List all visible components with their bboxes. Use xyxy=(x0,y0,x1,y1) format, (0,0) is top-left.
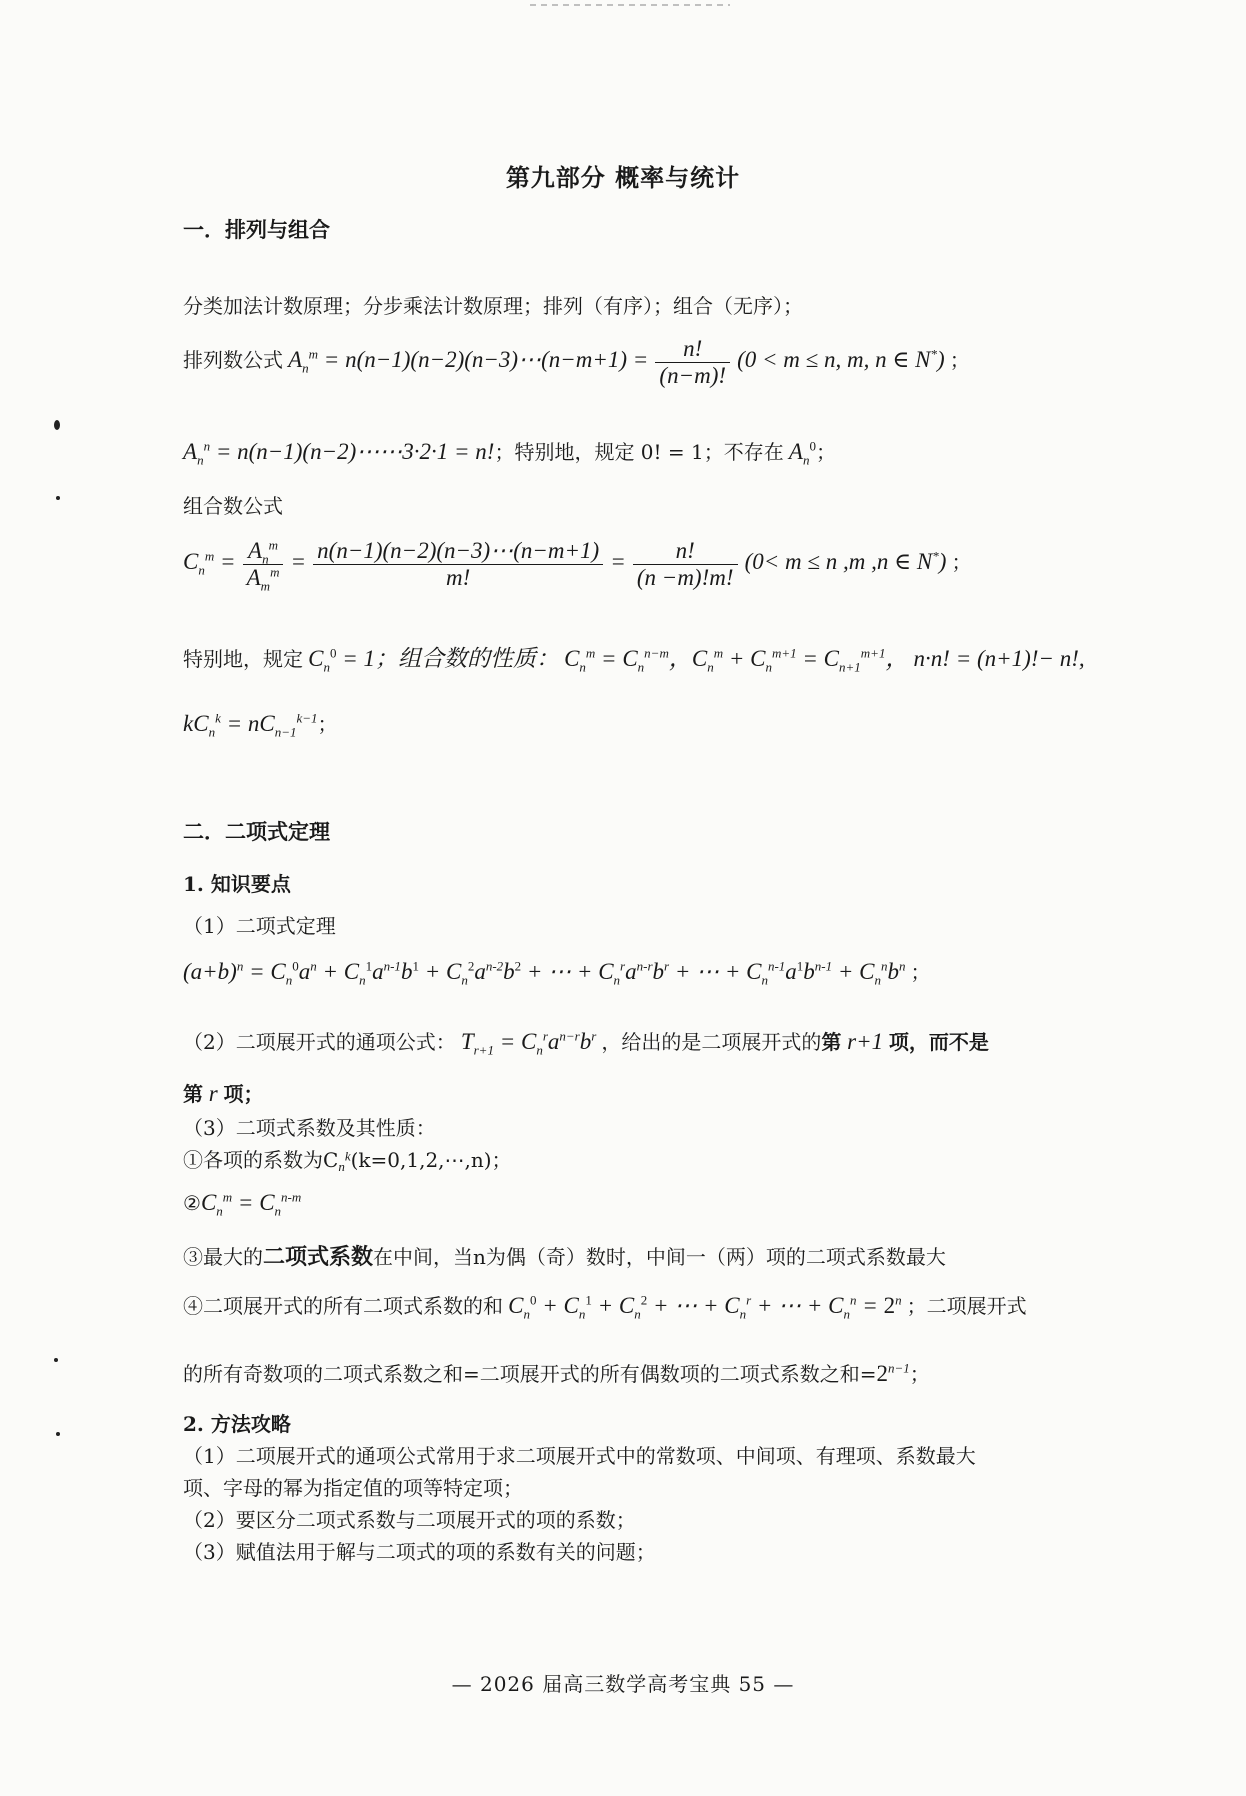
combination-fraction-3: $\frac{n!}{(n -m)!m!}$ xyxy=(633,538,738,591)
permutation-label: 排列数公式 xyxy=(183,348,283,372)
binomial-expansion: $(a+b)^n = C_n^0a^n + C_n^1a^{n-1}b^1 + C_n^2a^{n-2}b^2$ + ⋯ + $C_n^ra^{n-r}b^r$ + ⋯ + $C_n^{n-1}a^1b^{n-1} + C_n^nb^n$ ； xyxy=(183,958,931,988)
combination-properties-line: 特别地，规定 $C_n^0 = 1$；组合数的性质： $C_n^m = C_n^{n-m}$，$C_n^m + C_n^{m+1} = C_{n+1}^{m+1}$， n·n! = (n+1)!− n!, xyxy=(183,645,1085,675)
property-4-line-2: 的所有奇数项的二项式系数之和=二项展开式的所有偶数项的二项式系数之和$=2^{n-1}$； xyxy=(183,1360,930,1386)
item-binomial-theorem: （1）二项式定理 xyxy=(183,914,336,938)
scan-speck xyxy=(56,496,60,500)
permutation-formula: 排列数公式 $A_n^m$ = n(n−1)(n−2)(n−3)⋯(n−m+1) = $\frac{n!}{(n-m)!}$ (0 < m ≤ n, m, n ∈ N*) ； xyxy=(183,336,970,388)
combination-fraction-2: $\frac{n(n-1)(n-2)(n-3)\cdots(n-m+1)}{m!}$ xyxy=(313,538,603,591)
property-1: ①各项的系数为$C_n^k(k=0,1,2,\cdots,n)$； xyxy=(183,1148,512,1175)
general-term-line: （2）二项展开式的通项公式： $T_{r+1} = C_n^ra^{n-r}b^r$ ，给出的是二项展开式的第 r+1 项，而不是 xyxy=(183,1028,989,1058)
method-1-line-2: 项、字母的幂为指定值的项等特定项； xyxy=(183,1476,523,1500)
combination-identity-line: $kC_n^k = nC_{n-1}^{k-1}$； xyxy=(183,710,338,740)
general-term-line-2: 第 r 项； xyxy=(183,1081,264,1106)
section-heading-binomial: 二．二项式定理 xyxy=(183,819,330,844)
property-4: ④二项展开式的所有二项式系数的和 $C_n^0 + C_n^1 + C_n^2$ + ⋯ + $C_n^r$ + ⋯ + $C_n^n = 2^n$ ；二项展开式 xyxy=(183,1292,1027,1322)
section-heading-permutation: 一．排列与组合 xyxy=(183,217,330,242)
permutation-expression: $A_n^m$ = n(n−1)(n−2)(n−3)⋯(n−m+1) = xyxy=(288,346,649,376)
counting-principles-line: 分类加法计数原理；分步乘法计数原理；排列（有序）；组合（无序）； xyxy=(183,294,803,318)
page-title: 第九部分 概率与统计 xyxy=(505,163,741,192)
method-2: （2）要区分二项式系数与二项展开式的项的系数； xyxy=(183,1508,636,1532)
item-coefficient-properties: （3）二项式系数及其性质： xyxy=(183,1116,436,1140)
subsection-methods: 2. 方法攻略 xyxy=(183,1412,291,1436)
combination-label: 组合数公式 xyxy=(183,494,283,518)
page-footer: — 2026 届高三数学高考宝典 55 — xyxy=(451,1672,795,1696)
permutation-condition: (0 < m ≤ n, m, n ∈ N*) xyxy=(737,346,945,372)
scan-speck xyxy=(54,420,60,430)
combination-formula: $C_n^m$ = $\frac{A_n^m}{A_m^m}$ = $\frac{n(n-1)(n-2)(n-3)\cdots(n-m+1)}{m!}$ = $\frac{n!}{(n -m)!m!}$ (0< m ≤ n ,m ,n ∈ N*) ； xyxy=(183,537,972,594)
method-1-line-1: （1）二项展开式的通项公式常用于求二项展开式中的常数项、中间项、有理项、系数最大 xyxy=(183,1444,976,1468)
scan-artifact xyxy=(530,4,730,6)
combination-fraction-1: $\frac{A_n^m}{A_m^m}$ xyxy=(243,538,284,591)
full-permutation-line: $A_n^n$ = n(n−1)(n−2)⋯⋯3·2·1 = n!；特别地，规定 0! = 1；不存在 $A_n^0$； xyxy=(183,438,836,468)
scan-speck xyxy=(54,1358,58,1362)
permutation-fraction: $\frac{n!}{(n-m)!}$ xyxy=(655,336,730,389)
property-3: ③最大的二项式系数在中间，当n为偶（奇）数时，中间一（两）项的二项式系数最大 xyxy=(183,1244,946,1270)
scan-speck xyxy=(56,1432,60,1436)
property-2: $②C_n^m = C_n^{n-m}$ xyxy=(183,1189,302,1219)
method-3: （3）赋值法用于解与二项式的项的系数有关的问题； xyxy=(183,1540,656,1564)
subsection-knowledge: 1. 知识要点 xyxy=(183,872,291,896)
